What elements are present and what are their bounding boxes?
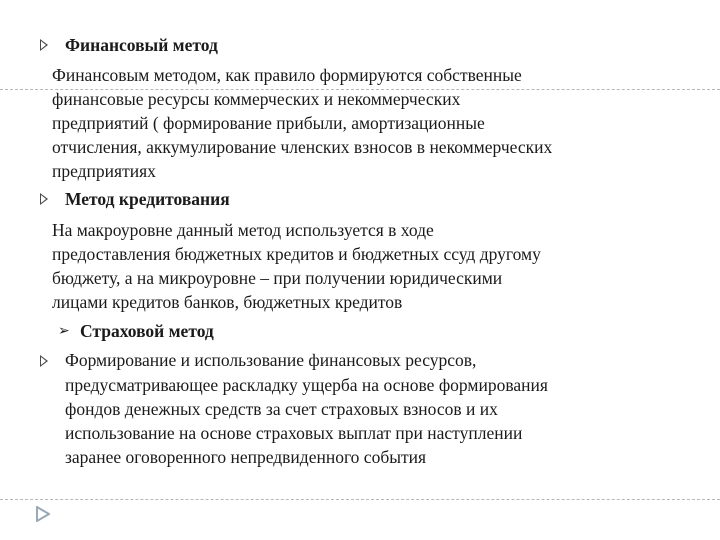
bullet-triangle-icon	[40, 193, 48, 205]
section-heading-financial: Финансовый метод	[65, 35, 218, 55]
body-line: предоставления бюджетных кредитов и бюджетных ссуд другому	[52, 244, 541, 264]
body-line: предприятий ( формирование прибыли, амортизационные	[52, 113, 485, 133]
body-line: фондов денежных средств за счет страховых взносов и их	[65, 399, 498, 419]
section-heading-credit: Метод кредитования	[65, 189, 230, 209]
body-line: финансовые ресурсы коммерческих и некоммерческих	[52, 89, 461, 109]
corner-triangle-icon	[36, 506, 50, 522]
section-heading-insurance: Страховой метод	[80, 321, 214, 341]
bullet-triangle-icon	[40, 39, 48, 51]
body-line: Финансовым методом, как правило формируются собственные	[52, 65, 522, 85]
body-line: бюджету, а на микроуровне – при получении юридическими	[52, 268, 503, 288]
body-line: заранее оговоренного непредвиденного события	[65, 447, 427, 467]
body-line: лицами кредитов банков, бюджетных кредитов	[52, 292, 403, 312]
bullet-triangle-icon	[40, 355, 48, 367]
body-line: отчисления, аккумулирование членских взносов в некоммерческих	[52, 137, 553, 157]
body-line: предусматривающее раскладку ущерба на основе формирования	[65, 375, 548, 395]
body-line: предприятиях	[52, 161, 156, 181]
body-line: На макроуровне данный метод используется в ходе	[52, 220, 434, 240]
bottom-divider	[0, 499, 720, 500]
body-line: использование на основе страховых выплат при наступлении	[65, 423, 523, 443]
body-line: Формирование и использование финансовых ресурсов,	[65, 350, 477, 370]
arrowhead-bullet-icon: ➢	[58, 323, 70, 339]
